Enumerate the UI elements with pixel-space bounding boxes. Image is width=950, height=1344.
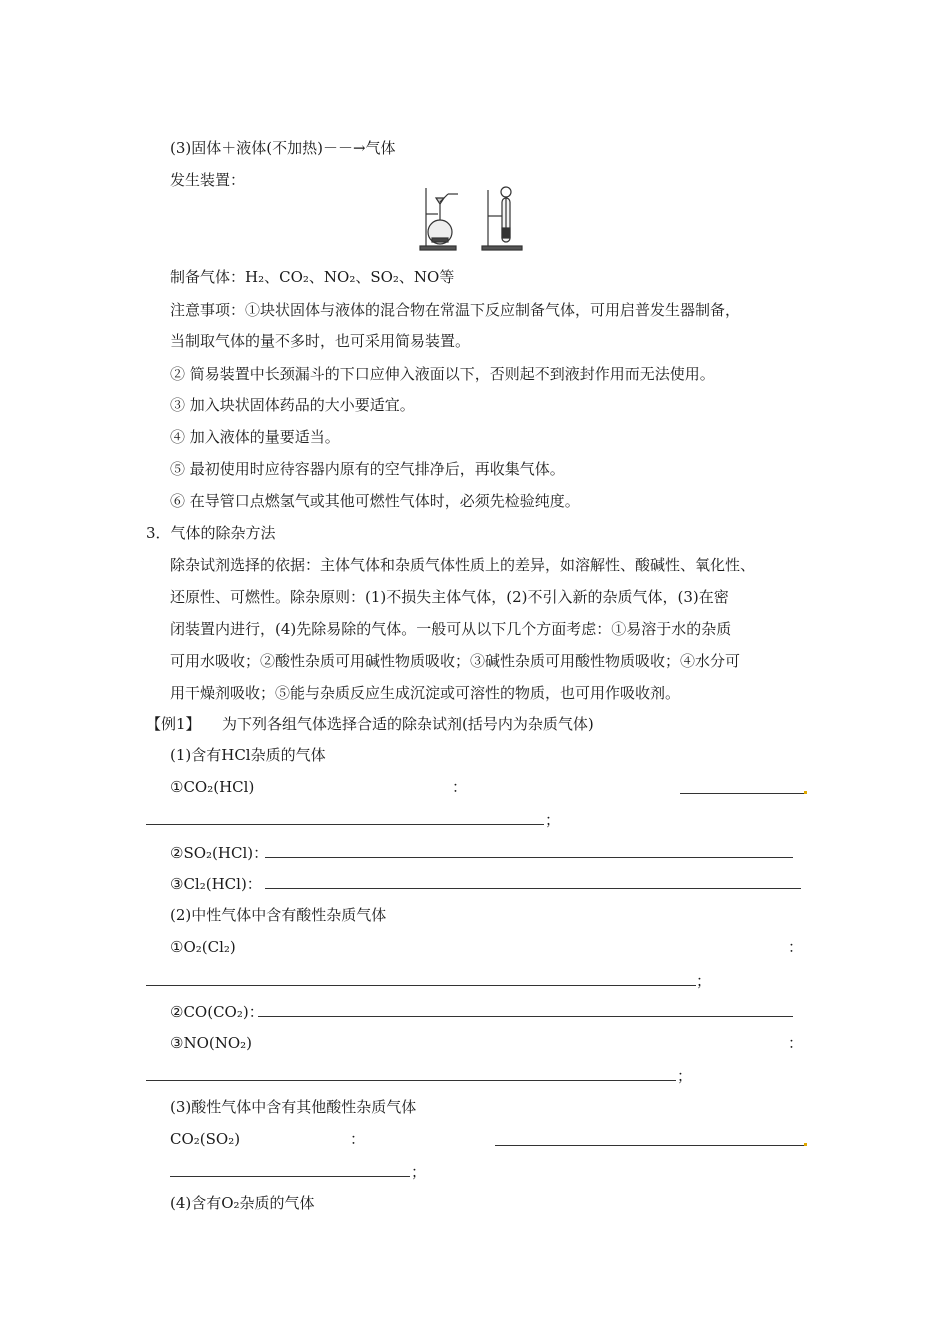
g2-item-3-colon: ： <box>788 1034 804 1052</box>
purify-p4: 可用水吸收；②酸性杂质可用碱性物质吸收；③碱性杂质可用酸性物质吸收；④水分可 <box>170 652 741 670</box>
apparatus-figure <box>418 180 528 252</box>
answer-blank[interactable] <box>170 1176 410 1177</box>
g1-item-1: ①CO₂(HCl) <box>170 778 255 796</box>
g2-item-3: ③NO(NO₂) <box>170 1034 253 1052</box>
g1-item-3: ③Cl₂(HCl)： <box>170 875 262 893</box>
answer-blank[interactable] <box>146 985 696 986</box>
marker-dot <box>804 791 807 794</box>
semicolon: ； <box>545 811 561 829</box>
purify-p3: 闭装置内进行，(4)先除易除的气体。一般可从以下几个方面考虑：①易溶于水的杂质 <box>170 620 732 638</box>
marker-dot <box>804 1143 807 1146</box>
notes-line-1b: 当制取气体的量不多时，也可采用简易装置。 <box>170 332 471 350</box>
bulb-icon <box>501 187 511 197</box>
answer-blank[interactable] <box>258 1016 793 1017</box>
note-6: ⑥ 在导管口点燃氢气或其他可燃性气体时，必须先检验纯度。 <box>170 492 580 510</box>
semicolon: ； <box>677 1067 693 1085</box>
answer-blank[interactable] <box>265 888 801 889</box>
answer-blank[interactable] <box>265 857 793 858</box>
purify-p2: 还原性、可燃性。除杂原则：(1)不损失主体气体，(2)不引入新的杂质气体，(3)在密 <box>170 588 729 606</box>
stand-base-left <box>420 246 456 250</box>
note-5: ⑤ 最初使用时应待容器内原有的空气排净后，再收集气体。 <box>170 460 565 478</box>
reaction-heading: (3)固体＋液体(不加热)－－→气体 <box>170 139 396 157</box>
purify-heading: 3．气体的除杂方法 <box>146 524 276 542</box>
answer-blank[interactable] <box>146 824 544 825</box>
g1-item-1-colon: ： <box>452 778 468 796</box>
group-1-title: (1)含有HCl杂质的气体 <box>170 746 326 764</box>
answer-blank[interactable] <box>680 793 804 794</box>
g2-item-1-colon: ： <box>788 938 804 956</box>
semicolon: ； <box>411 1163 427 1181</box>
example-label: 【例1】 <box>146 715 201 733</box>
group-3-title: (3)酸性气体中含有其他酸性杂质气体 <box>170 1098 417 1116</box>
notes-line-1: 注意事项：①块状固体与液体的混合物在常温下反应制备气体，可用启普发生器制备， <box>170 301 741 319</box>
g3-item-1-colon: ： <box>350 1130 366 1148</box>
note-2: ② 简易装置中长颈漏斗的下口应伸入液面以下，否则起不到液封作用而无法使用。 <box>170 365 715 383</box>
device-label: 发生装置： <box>170 171 246 189</box>
group-2-title: (2)中性气体中含有酸性杂质气体 <box>170 906 387 924</box>
answer-blank[interactable] <box>146 1080 676 1081</box>
note-4: ④ 加入液体的量要适当。 <box>170 428 340 446</box>
g3-item-1: CO₂(SO₂) <box>170 1130 241 1148</box>
semicolon: ； <box>696 972 712 990</box>
answer-blank[interactable] <box>495 1145 804 1146</box>
g2-item-2: ②CO(CO₂)： <box>170 1003 264 1021</box>
g2-item-1: ①O₂(Cl₂) <box>170 938 236 956</box>
purify-p1: 除杂试剂选择的依据：主体气体和杂质气体性质上的差异，如溶解性、酸碱性、氧化性、 <box>170 556 756 574</box>
gases-label: 制备气体：H₂、CO₂、NO₂、SO₂、NO等 <box>170 268 455 286</box>
example-prompt: 为下列各组气体选择合适的除杂试剂(括号内为杂质气体) <box>222 715 594 733</box>
purify-p5: 用干燥剂吸收；⑤能与杂质反应生成沉淀或可溶性的物质，也可用作吸收剂。 <box>170 684 681 702</box>
g1-item-2: ②SO₂(HCl)： <box>170 844 269 862</box>
note-3: ③ 加入块状固体药品的大小要适宜。 <box>170 396 415 414</box>
stand-base-right <box>482 246 522 250</box>
group-4-title: (4)含有O₂杂质的气体 <box>170 1194 315 1212</box>
